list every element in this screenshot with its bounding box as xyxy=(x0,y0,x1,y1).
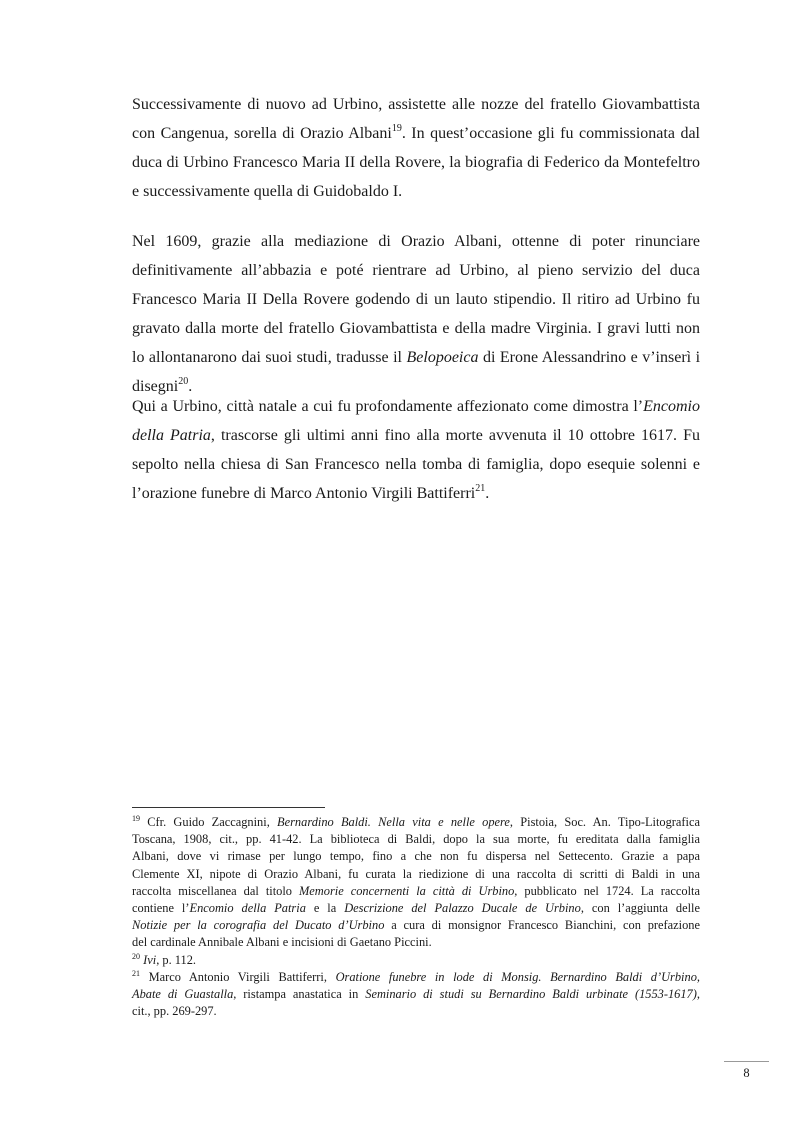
footnotes xyxy=(132,814,700,1020)
text-run: , con l’aggiunta delle xyxy=(580,900,700,915)
title-italic: Encomio xyxy=(643,398,700,415)
title-italic: Memorie concernenti la città di Urbino xyxy=(298,883,515,898)
text-run: l’orazione funebre di Marco Antonio Virgili Battiferri xyxy=(132,485,476,502)
paragraph-2-line: gravato dalla morte del fratello Giovambattista e della madre Virginia. I gravi lutti non xyxy=(132,320,700,337)
paragraph-2-line: Francesco Maria II Della Rovere godendo di un lauto stipendio. Il ritiro ad Urbino fu xyxy=(132,291,700,308)
text-run: a cura di monsignor Francesco Bianchini, con prefazione xyxy=(384,918,700,933)
paragraph-1-line: e successivamente quella di Guidobaldo I. xyxy=(132,183,403,200)
title-italic: Descrizione del Palazzo Ducale de Urbino xyxy=(344,900,581,915)
footnote-20-line xyxy=(132,952,700,969)
footnote-19-line xyxy=(132,814,700,831)
text-run: , ristampa anastatica in xyxy=(233,986,366,1001)
footnote-21-line xyxy=(132,969,700,986)
text-run: , trascorse gli ultimi anni fino alla morte avvenuta il 10 ottobre 1617. Fu xyxy=(210,427,700,444)
text-run: , pubblicato nel 1724. La raccolta xyxy=(514,883,700,898)
text-run: lo allontanarono dai suoi studi, tradusse il xyxy=(132,349,402,366)
paragraph-2 xyxy=(132,227,700,401)
title-italic: Oratione funebre in lode di Monsig. Bernardino Baldi d’Urbino, xyxy=(335,969,700,984)
text-run: . xyxy=(485,485,490,502)
title-italic: Encomio della Patria xyxy=(189,900,306,915)
title-italic: della Patria xyxy=(132,427,211,444)
text-run: . xyxy=(188,378,193,395)
footnote-19-line xyxy=(132,883,700,900)
text-run: Cfr. Guido Zaccagnini, xyxy=(140,815,278,829)
paragraph-3-line xyxy=(132,479,700,508)
title-italic: Abate di Guastalla xyxy=(132,986,234,1001)
footnote-19-line: Toscana, 1908, cit., pp. 41-42. La biblioteca di Baldi, dopo la sua morte, fu ereditata dalla famiglia xyxy=(132,832,700,847)
footnote-19-line: del cardinale Annibale Albani e incisioni di Gaetano Piccini. xyxy=(132,935,432,950)
title-italic: Notizie per la corografia del Ducato d’Urbino xyxy=(132,918,385,933)
footnote-ref-21[interactable]: 21 xyxy=(475,483,486,494)
title-italic: Bernardino Baldi. Nella vita e nelle opere xyxy=(277,815,510,829)
title-italic: Seminario di studi su Bernardino Baldi urbinate (1553-1617) xyxy=(365,986,697,1001)
footnote-21-line xyxy=(132,986,700,1003)
footnote-19-line xyxy=(132,917,700,934)
text-run: . In quest’occasione gli fu commissionata dal xyxy=(401,125,700,142)
paragraph-1-line xyxy=(132,119,700,148)
text-run: , Pistoia, Soc. An. Tipo-Litografica xyxy=(509,815,700,829)
paragraph-2-line xyxy=(132,343,700,372)
text-run: , p. 112. xyxy=(156,952,196,967)
title-italic: Ivi xyxy=(143,952,157,967)
footnote-separator xyxy=(132,807,325,808)
paragraph-3 xyxy=(132,392,700,508)
paragraph-2-line: definitivamente all’abbazia e poté rientrare ad Urbino, al pieno servizio del duca xyxy=(132,262,700,279)
text-run: , xyxy=(696,986,700,1001)
footnote-21-line: cit., pp. 269-297. xyxy=(132,1004,217,1019)
footnote-19-line: Albani, dove vi rimase per lungo tempo, fino a che non fu dispersa nel Settecento. Grazie a papa xyxy=(132,849,700,864)
paragraph-1-line: Successivamente di nuovo ad Urbino, assistette alle nozze del fratello Giovambattista xyxy=(132,96,700,113)
text-run: disegni xyxy=(132,378,179,395)
paragraph-2-line: Nel 1609, grazie alla mediazione di Orazio Albani, ottenne di poter rinunciare xyxy=(132,233,700,250)
page-number-rule xyxy=(724,1061,769,1062)
text-run: e la xyxy=(305,900,345,915)
paragraph-3-line xyxy=(132,392,700,421)
footnote-number: 19 xyxy=(132,814,140,823)
paragraph-1-line: duca di Urbino Francesco Maria II della Rovere, la biografia di Federico da Montefeltro xyxy=(132,154,700,171)
text-run: raccolta miscellanea dal titolo xyxy=(132,883,299,898)
text-run: di Erone Alessandrino e v’inserì i xyxy=(482,349,701,366)
text-run: Qui a Urbino, città natale a cui fu profondamente affezionato come dimostra l’ xyxy=(132,398,644,415)
paragraph-3-line: sepolto nella chiesa di San Francesco nella tomba di famiglia, dopo esequie solenni e xyxy=(132,456,700,473)
text-run: con Cangenua, sorella di Orazio Albani xyxy=(132,125,392,142)
footnote-19-line xyxy=(132,900,700,917)
page-number: 8 xyxy=(743,1066,750,1080)
paragraph-3-line xyxy=(132,421,700,450)
footnote-number: 21 xyxy=(132,968,140,978)
text-run: Marco Antonio Virgili Battiferri, xyxy=(140,969,336,984)
title-italic: Belopoeica xyxy=(406,349,479,366)
text-run: contiene l’ xyxy=(132,900,190,915)
paragraph-1 xyxy=(132,90,700,206)
footnote-ref-20[interactable]: 20 xyxy=(178,376,189,387)
footnote-19-line: Clemente XI, nipote di Orazio Albani, fu curata la riedizione di una raccolta di scritti di Baldi in una xyxy=(132,866,700,881)
footnote-number: 20 xyxy=(132,951,140,961)
footnote-ref-19[interactable]: 19 xyxy=(391,123,402,134)
